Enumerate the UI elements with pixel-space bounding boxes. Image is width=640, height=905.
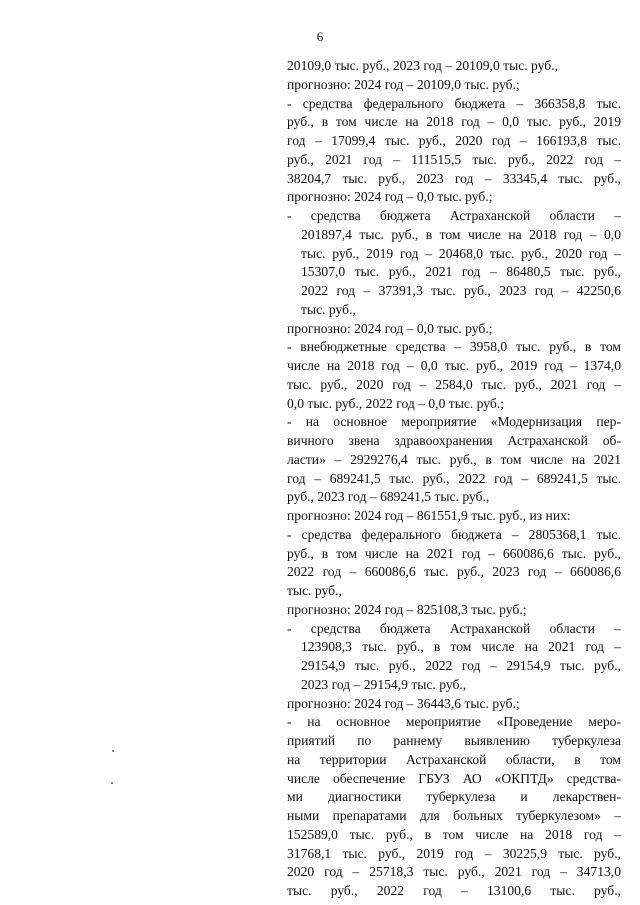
text-line: - на основное мероприятие «Модернизация пер- bbox=[287, 414, 621, 430]
text-line: 152589,0 тыс. руб., в том числе на 2018 год – bbox=[287, 826, 621, 842]
text-line: 31768,1 тыс. руб., 2019 год – 30225,9 тыс. руб., bbox=[287, 845, 621, 861]
text-line: 29154,9 тыс. руб., 2022 год – 29154,9 тыс. руб., bbox=[301, 658, 621, 673]
text-line: приятий по раннему выявлению туберкулеза bbox=[287, 733, 621, 748]
text-line: год – 689241,5 тыс. руб., 2022 год – 689241,5 тыс. bbox=[287, 470, 621, 486]
text-line: - средства федерального бюджета – 366358,8 тыс. bbox=[287, 95, 621, 111]
text-line: тыс. руб., bbox=[301, 301, 356, 317]
text-line: 20109,0 тыс. руб., 2023 год – 20109,0 тыс. руб., bbox=[287, 58, 558, 73]
text-line: вичного звена здравоохранения Астраханской об- bbox=[287, 433, 621, 448]
text-line: тыс. руб., bbox=[287, 583, 342, 598]
text-line: 123908,3 тыс. руб., в том числе на 2021 год – bbox=[301, 639, 621, 655]
text-line: 38204,7 тыс. руб., 2023 год – 33345,4 тыс. руб., bbox=[287, 170, 621, 186]
text-line: руб., 2023 год – 689241,5 тыс. руб., bbox=[287, 489, 490, 505]
page-number: 6 bbox=[316, 29, 324, 44]
text-line: тыс. руб., 2019 год – 20468,0 тыс. руб., 2020 год – bbox=[301, 245, 621, 261]
text-line: прогнозно: 2024 год – 861551,9 тыс. руб., из них: bbox=[287, 508, 571, 523]
text-line: - средства федерального бюджета – 2805368,1 тыс. bbox=[287, 526, 621, 542]
text-line: прогнозно: 2024 год – 825108,3 тыс. руб.; bbox=[287, 601, 527, 617]
text-line: - средства бюджета Астраханской области – bbox=[287, 208, 621, 223]
text-line: 2022 год – 37391,3 тыс. руб., 2023 год – 42250,6 bbox=[301, 283, 621, 298]
text-line: ными препаратами для больных туберкулезом» – bbox=[287, 808, 621, 823]
scan-speck bbox=[112, 750, 114, 752]
text-line: 15307,0 тыс. руб., 2021 год – 86480,5 тыс. руб., bbox=[301, 264, 621, 280]
text-line: тыс. руб., 2022 год – 13100,6 тыс. руб., bbox=[287, 883, 621, 898]
text-line: руб., 2021 год – 111515,5 тыс. руб., 2022 год – bbox=[287, 151, 621, 167]
text-line: на территории Астраханской области, в том bbox=[287, 751, 621, 767]
text-line: тыс. руб., 2020 год – 2584,0 тыс. руб., 2021 год – bbox=[287, 376, 621, 392]
text-line: 2023 год – 29154,9 тыс. руб., bbox=[301, 676, 467, 692]
text-line: 0,0 тыс. руб., 2022 год – 0,0 тыс. руб.; bbox=[287, 395, 505, 411]
document-text bbox=[287, 57, 621, 901]
text-line: числе обеспечение ГБУЗ АО «ОКПТД» средства- bbox=[287, 770, 621, 786]
text-line: прогнозно: 2024 год – 36443,6 тыс. руб.; bbox=[287, 695, 520, 711]
text-line: прогнозно: 2024 год – 0,0 тыс. руб.; bbox=[287, 320, 493, 336]
text-line: 201897,4 тыс. руб., в том числе на 2018 год – 0,0 bbox=[301, 226, 621, 242]
scan-speck bbox=[111, 782, 113, 784]
text-line: руб., в том числе на 2021 год – 660086,6 тыс. руб., bbox=[287, 545, 621, 561]
text-line: прогнозно: 2024 год – 20109,0 тыс. руб.; bbox=[287, 76, 520, 92]
text-line: - внебюджетные средства – 3958,0 тыс. руб., в том bbox=[287, 339, 621, 355]
text-line: ласти» – 2929276,4 тыс. руб., в том числе на 2021 bbox=[287, 451, 621, 467]
text-line: 2020 год – 25718,3 тыс. руб., 2021 год – 34713,0 bbox=[287, 864, 621, 880]
text-line: 2022 год – 660086,6 тыс. руб., 2023 год – 660086,6 bbox=[287, 564, 621, 580]
text-line: руб., в том числе на 2018 год – 0,0 тыс. руб., 2019 bbox=[287, 114, 621, 130]
text-line: прогнозно: 2024 год – 0,0 тыс. руб.; bbox=[287, 189, 493, 205]
text-line: - средства бюджета Астраханской области – bbox=[287, 620, 621, 636]
text-line: числе на 2018 год – 0,0 тыс. руб., 2019 год – 1374,0 bbox=[287, 358, 621, 373]
text-line: ми диагностики туберкулеза и лекарствен- bbox=[287, 789, 621, 805]
text-line: - на основное мероприятие «Проведение меро- bbox=[287, 714, 621, 730]
text-line: год – 17099,4 тыс. руб., 2020 год – 166193,8 тыс. bbox=[287, 133, 621, 148]
